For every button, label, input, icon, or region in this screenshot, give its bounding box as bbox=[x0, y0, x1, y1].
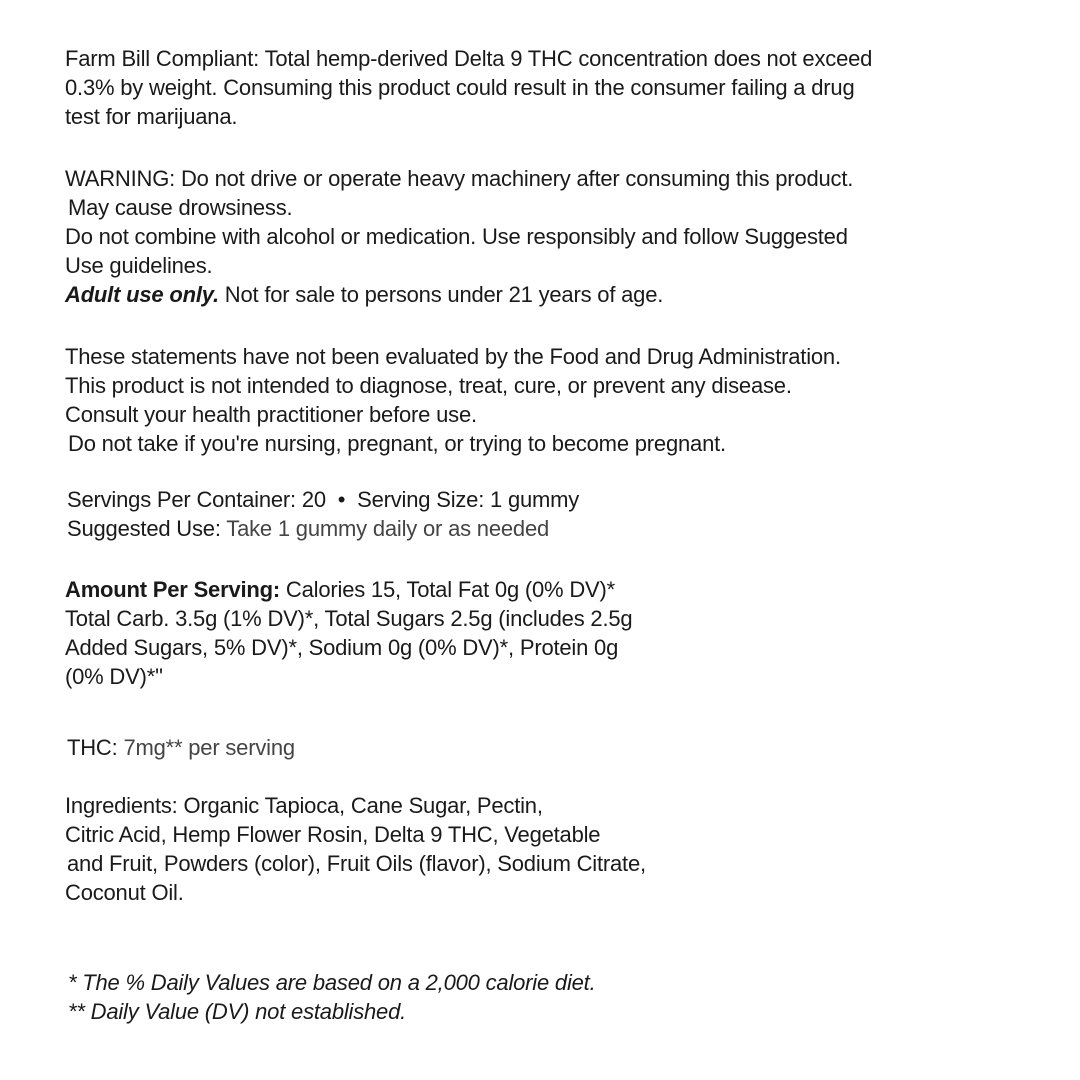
suggested-use-line bbox=[65, 514, 1005, 543]
servings-line bbox=[65, 485, 1005, 514]
farm-bill-line-1 bbox=[65, 44, 1005, 73]
farm-bill-line-3: test for marijuana. bbox=[65, 104, 238, 129]
warning-text: : Do not drive or operate heavy machinery after consuming this product. bbox=[169, 166, 854, 191]
footnotes-section bbox=[65, 968, 1005, 1026]
serving-size-label: Serving Size: bbox=[357, 487, 485, 512]
suggested-use-text: Take 1 gummy daily or as needed bbox=[220, 516, 550, 541]
fda-line-3: Consult your health practitioner before use. bbox=[65, 402, 477, 427]
ingredients-line-4: Coconut Oil. bbox=[65, 880, 184, 905]
nutrition-text-1: Calories 15, Total Fat 0g (0% DV)* bbox=[280, 577, 615, 602]
fda-line-1: These statements have not been evaluated by the Food and Drug Administration. bbox=[65, 344, 841, 369]
fda-line-4: Do not take if you're nursing, pregnant, or trying to become pregnant. bbox=[68, 431, 726, 456]
fda-line-2: This product is not intended to diagnose, treat, cure, or prevent any disease. bbox=[65, 373, 792, 398]
ingredients-line-3: and Fruit, Powders (color), Fruit Oils (flavor), Sodium Citrate, bbox=[67, 851, 646, 876]
servings-separator: • bbox=[325, 487, 358, 512]
warning-heading: WARNING bbox=[65, 166, 170, 191]
nutrition-heading: Amount Per Serving: bbox=[65, 577, 281, 602]
farm-bill-section bbox=[65, 44, 1005, 131]
nutrition-line-2: Total Carb. 3.5g (1% DV)*, Total Sugars 2.5g (includes 2.5g bbox=[65, 606, 633, 631]
nutrition-line-4: (0% DV)*" bbox=[65, 664, 163, 689]
farm-bill-text: Total hemp-derived Delta 9 THC concentration does not exceed bbox=[264, 46, 873, 71]
suggested-use-label: Suggested Use: bbox=[67, 516, 221, 541]
footnote-daily-values: * The % Daily Values are based on a 2,000 calorie diet. bbox=[68, 970, 596, 995]
farm-bill-heading: Farm Bill Compliant: bbox=[65, 46, 260, 71]
warning-line-1 bbox=[65, 164, 1005, 193]
farm-bill-line-2: 0.3% by weight. Consuming this product could result in the consumer failing a drug bbox=[65, 75, 855, 100]
serving-section bbox=[65, 485, 1005, 543]
ingredients-line-2: Citric Acid, Hemp Flower Rosin, Delta 9 THC, Vegetable bbox=[65, 822, 601, 847]
ingredients-section bbox=[65, 791, 1005, 907]
thc-section bbox=[65, 733, 1005, 762]
warning-line-4: Use guidelines. bbox=[65, 253, 213, 278]
footnote-dv-not-established: ** Daily Value (DV) not established. bbox=[68, 999, 407, 1024]
thc-line bbox=[65, 733, 1005, 762]
adult-use-text: Not for sale to persons under 21 years of age. bbox=[218, 282, 664, 307]
warning-section bbox=[65, 164, 1005, 309]
servings-value: 20 bbox=[295, 487, 326, 512]
ingredients-line-1: Ingredients: Organic Tapioca, Cane Sugar, Pectin, bbox=[65, 793, 543, 818]
servings-label: Servings Per Container: bbox=[67, 487, 296, 512]
nutrition-line-3: Added Sugars, 5% DV)*, Sodium 0g (0% DV)*, Protein 0g bbox=[65, 635, 619, 660]
warning-line-3: Do not combine with alcohol or medication. Use responsibly and follow Suggested bbox=[65, 224, 848, 249]
warning-line-2: May cause drowsiness. bbox=[68, 195, 293, 220]
thc-label: THC: bbox=[67, 735, 118, 760]
nutrition-section bbox=[65, 575, 1005, 691]
adult-use-line bbox=[65, 280, 1005, 309]
thc-text: 7mg** per serving bbox=[117, 735, 295, 760]
nutrition-line-1 bbox=[65, 575, 1005, 604]
serving-size-value: 1 gummy bbox=[484, 487, 580, 512]
fda-section bbox=[65, 342, 1005, 458]
adult-use-heading: Adult use only. bbox=[65, 282, 219, 307]
